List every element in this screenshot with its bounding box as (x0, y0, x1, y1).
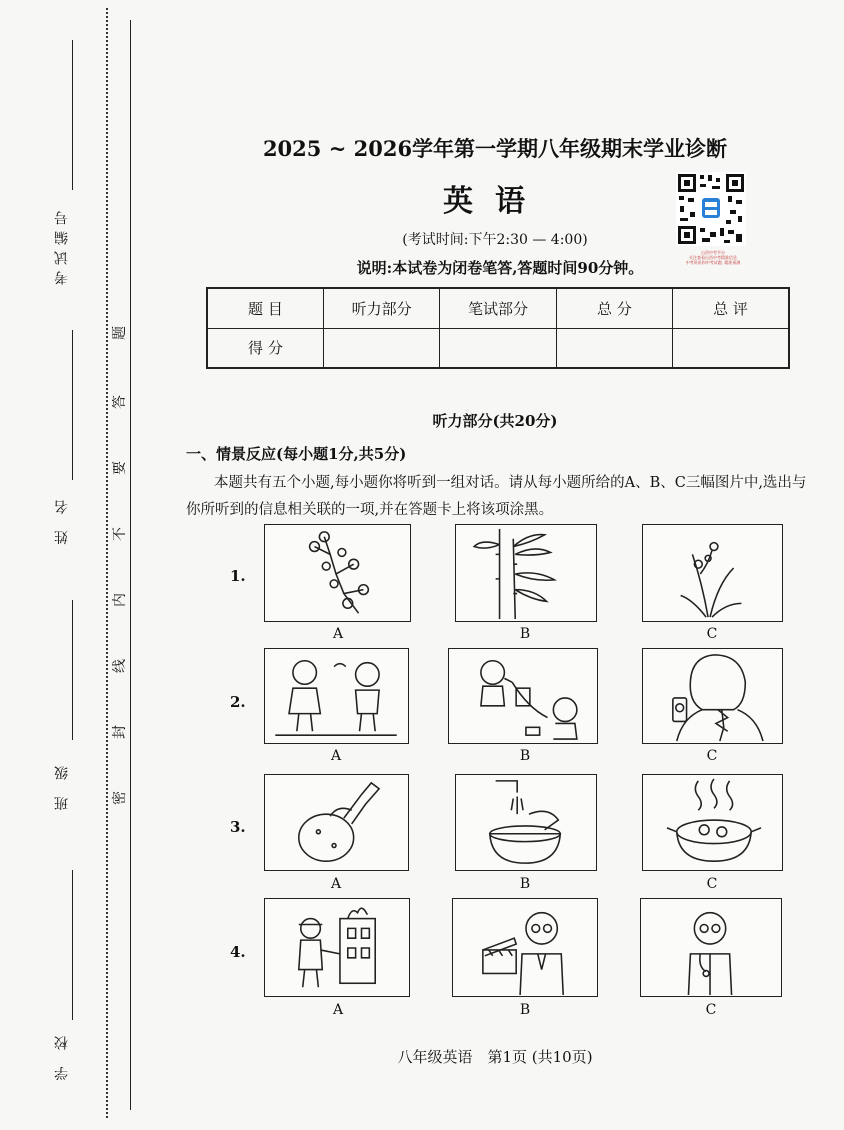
dotted-cut-line (106, 8, 108, 1118)
binding-line (130, 20, 131, 1110)
exam-title: 2025 ~ 2026学年第一学期八年级期末学业诊断 (262, 136, 728, 161)
exam-time: (考试时间:下午2:30 — 4:00) (402, 232, 588, 248)
total-score-cell[interactable] (556, 328, 672, 368)
girl-video-call-picture[interactable] (642, 648, 783, 744)
option-letter: C (705, 1002, 717, 1018)
option-letter: C (706, 626, 718, 642)
orchid-picture[interactable] (642, 524, 783, 622)
exam-note: 说明:本试卷为闭卷笔答,答题时间90分钟。 (356, 259, 644, 277)
subject-title: 英语 (443, 184, 547, 219)
class-line (72, 600, 73, 740)
name-line (72, 330, 73, 480)
score-table (206, 287, 790, 369)
score-table-header-row (207, 288, 789, 328)
score-row-label: 得 分 (207, 328, 323, 368)
seal-char: 要 (112, 461, 128, 475)
header-listening: 听力部分 (323, 288, 439, 328)
school-line (72, 870, 73, 1020)
qr-code-icon[interactable] (676, 172, 746, 246)
school-label: 学 校 (54, 1030, 70, 1081)
film-director-picture[interactable] (452, 898, 598, 997)
exam-no-line (72, 40, 73, 190)
bamboo-picture[interactable] (455, 524, 597, 622)
option-letter: A (330, 876, 342, 892)
option-letter: C (706, 876, 718, 892)
header-topic: 题 目 (207, 288, 323, 328)
exam-no-label: 考试编号 (54, 205, 70, 285)
doctor-picture[interactable] (640, 898, 782, 997)
option-letter: B (519, 876, 531, 892)
option-letter: C (706, 748, 718, 764)
question-number: 4. (230, 943, 246, 961)
peeling-potato-picture[interactable] (264, 774, 409, 871)
instruction-text: 本题共有五个小题,每小题你将听到一组对话。请从每小题所给的A、B、C三幅图片中,选出与你所听到的信息相关联的一项,并在答题卡上将该项涂黑。 (186, 475, 807, 518)
header-total: 总 分 (556, 288, 672, 328)
option-letter: A (332, 1002, 344, 1018)
option-letter: A (330, 748, 342, 764)
seal-char: 答 (112, 395, 128, 409)
firefighter-picture[interactable] (264, 898, 410, 997)
seal-char: 密 (112, 791, 128, 805)
page-footer: 八年级英语 第1页 (共10页) (397, 1048, 593, 1066)
seal-char: 封 (112, 725, 128, 739)
header-written: 笔试部分 (440, 288, 556, 328)
children-phone-picture[interactable] (448, 648, 598, 744)
question-number: 1. (230, 567, 246, 585)
written-score-cell[interactable] (440, 328, 556, 368)
score-table-score-row (207, 328, 789, 368)
seal-char: 内 (112, 593, 128, 607)
option-letter: B (519, 748, 531, 764)
seal-char: 线 (112, 659, 128, 673)
seal-char: 题 (112, 326, 128, 340)
option-letter: A (332, 626, 344, 642)
review-cell[interactable] (673, 328, 789, 368)
question-number: 3. (230, 818, 246, 836)
listening-section-title: 听力部分(共20分) (432, 412, 558, 430)
option-letter: B (519, 626, 531, 642)
two-children-picture[interactable] (264, 648, 409, 744)
name-label: 姓 名 (54, 494, 70, 545)
question-number: 2. (230, 693, 246, 711)
plum-blossom-picture[interactable] (264, 524, 411, 622)
part-title: 一、情景反应(每小题1分,共5分) (186, 445, 407, 463)
cooking-pot-picture[interactable] (642, 774, 783, 871)
class-label: 班 级 (54, 760, 70, 811)
seal-char: 不 (112, 527, 128, 541)
option-letter: B (519, 1002, 531, 1018)
washing-food-picture[interactable] (455, 774, 597, 871)
header-review: 总 评 (673, 288, 789, 328)
listening-score-cell[interactable] (323, 328, 439, 368)
qr-caption: 山西中考平台 关注查看山西中考精准信息 中考资讯和中考试题, 精准预测 (685, 250, 741, 265)
